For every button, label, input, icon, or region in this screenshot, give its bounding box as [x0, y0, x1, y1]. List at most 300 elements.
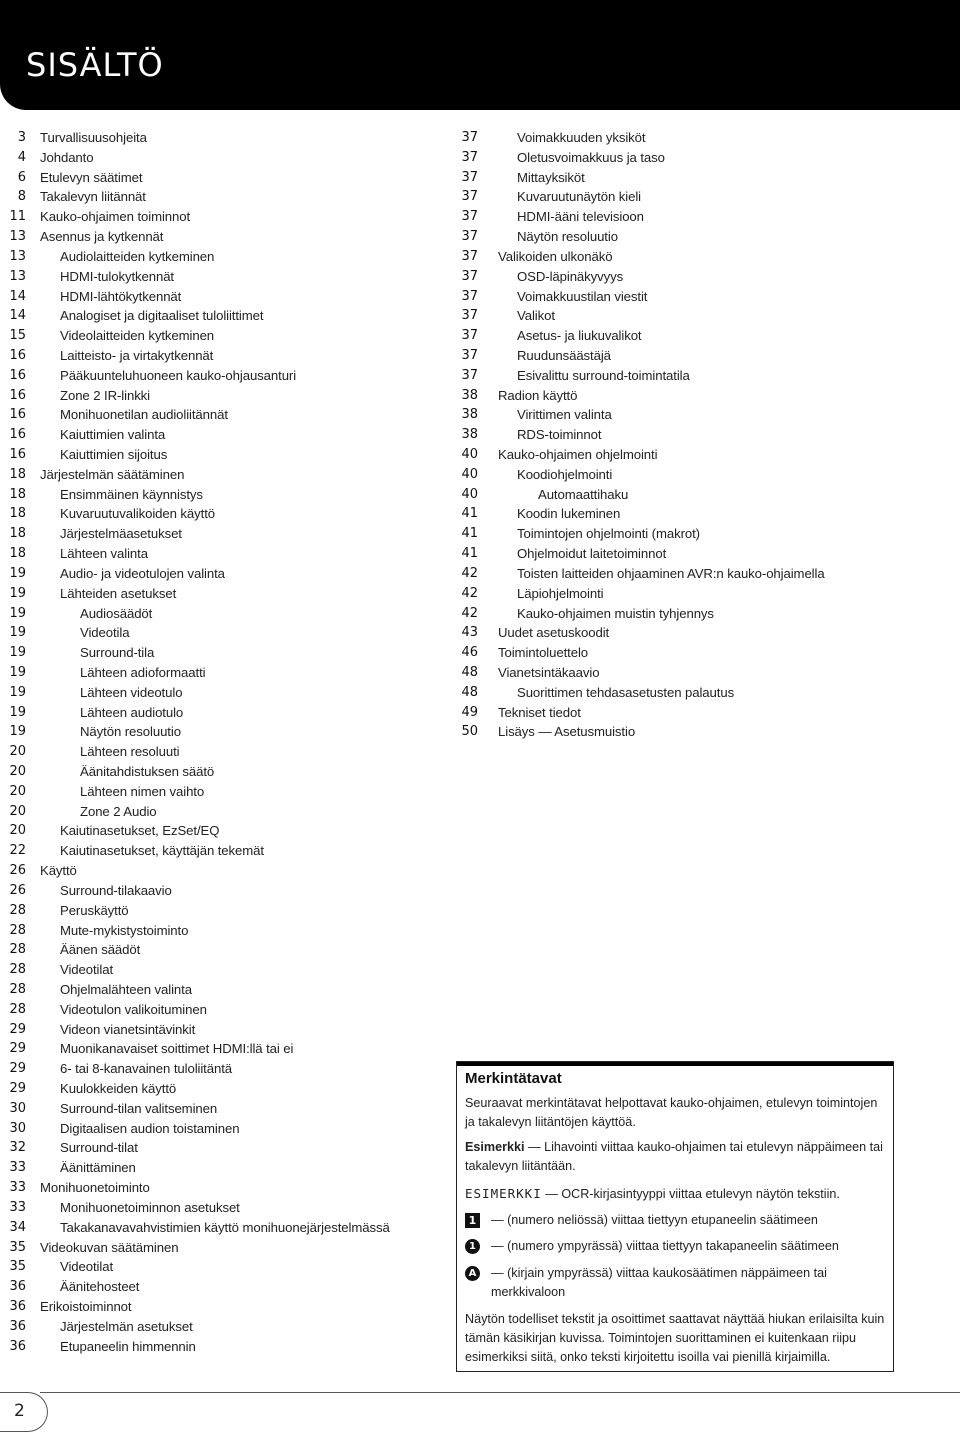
- toc-page-number: 37: [461, 308, 478, 324]
- toc-page-number: 16: [9, 447, 26, 462]
- toc-page-number: 13: [9, 229, 26, 245]
- toc-page-number: 37: [461, 288, 478, 304]
- toc-entry-title: Kaiutinasetukset, käyttäjän tekemät: [60, 843, 264, 859]
- toc-entry: [448, 267, 868, 287]
- toc-page-number: 16: [9, 347, 26, 363]
- toc-entry: [0, 465, 440, 485]
- toc-page-number: 42: [461, 565, 478, 581]
- toc-entry: [0, 1198, 440, 1218]
- toc-entry: [0, 485, 440, 505]
- bold-example-label: Esimerkki: [465, 1140, 525, 1154]
- toc-entry-title: Käyttö: [40, 863, 77, 879]
- toc-entry-title: HDMI-tulokytkennät: [60, 268, 174, 284]
- conventions-ocr-example: [465, 1184, 885, 1204]
- toc-entry-title: Turvallisuusohjeita: [40, 130, 147, 145]
- toc-page-number: 32: [9, 1140, 26, 1156]
- toc-entry-title: Monihuonetoiminto: [40, 1180, 150, 1196]
- toc-entry-title: Koodin lukeminen: [517, 506, 621, 522]
- toc-entry-title: Videotilat: [60, 1259, 114, 1275]
- toc-entry: [0, 1277, 440, 1297]
- toc-entry: [0, 960, 440, 980]
- toc-entry-title: Lähteen nimen vaihto: [80, 783, 205, 799]
- toc-entry: [448, 504, 868, 524]
- toc-entry: [0, 1218, 440, 1238]
- toc-entry-title: Kaiuttimien valinta: [60, 427, 166, 443]
- toc-entry-title: HDMI-lähtökytkennät: [60, 288, 182, 304]
- page-title: SISÄLTÖ: [26, 46, 164, 84]
- toc-entry: [0, 1158, 440, 1178]
- toc-page-number: 15: [9, 328, 26, 344]
- toc-page-number: 36: [9, 1338, 26, 1354]
- toc-entry: [448, 227, 868, 247]
- toc-page-number: 37: [461, 367, 478, 383]
- toc-page-number: 19: [9, 704, 26, 720]
- toc-page-number: 50: [461, 724, 478, 740]
- toc-page-number: 19: [9, 605, 26, 621]
- toc-entry-title: Audio- ja videotulojen valinta: [60, 565, 225, 581]
- toc-entry-title: Uudet asetuskoodit: [498, 625, 610, 641]
- toc-page-number: 3: [17, 130, 26, 145]
- toc-entry: [0, 326, 440, 346]
- circle-letter-text: — (kirjain ympyrässä) viittaa kaukosäätimen näppäimeen tai merkkivaloon: [491, 1266, 827, 1299]
- toc-page-number: 38: [461, 387, 478, 403]
- toc-entry: [448, 366, 868, 386]
- toc-entry-title: Lähteen valinta: [60, 546, 148, 562]
- toc-page-number: 18: [9, 486, 26, 502]
- toc-entry-title: Audiolaitteiden kytkeminen: [60, 248, 215, 264]
- toc-entry: [0, 405, 440, 425]
- toc-entry-title: HDMI-ääni televisioon: [517, 209, 644, 225]
- toc-entry-title: Kaiutinasetukset, EzSet/EQ: [60, 823, 220, 839]
- toc-page-number: 19: [9, 724, 26, 740]
- toc-entry: [448, 465, 868, 485]
- toc-entry: [448, 544, 868, 564]
- toc-entry: [0, 564, 440, 584]
- toc-entry-title: Läpiohjelmointi: [517, 585, 604, 601]
- toc-entry-title: Mute-mykistystoiminto: [60, 922, 189, 938]
- page-header: [0, 0, 960, 110]
- toc-entry-title: Lähteen videotulo: [80, 684, 183, 700]
- toc-page-number: 48: [461, 684, 478, 700]
- toc-entry-title: Ensimmäinen käynnistys: [60, 486, 203, 502]
- toc-page-number: 16: [9, 407, 26, 423]
- toc-page-number: 20: [9, 744, 26, 760]
- toc-page-number: 18: [9, 526, 26, 542]
- toc-page-number: 41: [461, 506, 478, 522]
- toc-entry: [448, 425, 868, 445]
- toc-entry-title: Asennus ja kytkennät: [40, 229, 164, 245]
- toc-entry-title: Äänittäminen: [60, 1160, 136, 1176]
- toc-entry-title: Radion käyttö: [498, 387, 578, 403]
- toc-entry: [448, 445, 868, 465]
- toc-entry-title: Videotilat: [60, 962, 114, 978]
- toc-entry-title: Järjestelmäasetukset: [60, 526, 182, 542]
- toc-entry-title: Esivalittu surround-toimintatila: [517, 367, 690, 383]
- toc-entry-title: Äänitehosteet: [60, 1279, 140, 1295]
- toc-page-number: 35: [9, 1239, 26, 1255]
- circle-number-icon: 1: [465, 1239, 480, 1254]
- toc-page-number: 28: [9, 981, 26, 997]
- toc-page-number: 37: [461, 328, 478, 344]
- toc-entry-title: Äänitahdistuksen säätö: [80, 764, 215, 779]
- toc-page-number: 49: [461, 704, 478, 720]
- toc-entry-title: Ruudunsäästäjä: [517, 347, 611, 363]
- toc-page-number: 20: [9, 803, 26, 819]
- toc-entry: [0, 802, 440, 822]
- toc-entry: [448, 604, 868, 624]
- toc-entry-title: Valikoiden ulkonäkö: [498, 248, 613, 264]
- toc-page-number: 28: [9, 962, 26, 978]
- toc-page-number: 29: [9, 1041, 26, 1057]
- toc-entry: [0, 722, 440, 742]
- toc-page-number: 29: [9, 1021, 26, 1037]
- toc-page-number: 30: [9, 1120, 26, 1136]
- toc-page-number: 19: [9, 585, 26, 601]
- toc-page-number: 16: [9, 367, 26, 383]
- toc-entry-title: Järjestelmän asetukset: [60, 1318, 193, 1334]
- toc-entry: [0, 623, 440, 643]
- toc-entry: [0, 366, 440, 386]
- toc-page-number: 20: [9, 823, 26, 839]
- toc-entry-title: Peruskäyttö: [60, 902, 129, 918]
- toc-entry-title: OSD-läpinäkyvyys: [517, 268, 624, 284]
- toc-page-number: 35: [9, 1259, 26, 1275]
- toc-entry: [0, 980, 440, 1000]
- page-footer: [0, 1392, 960, 1433]
- toc-page-number: 43: [461, 625, 478, 641]
- toc-entry: [0, 762, 440, 782]
- toc-entry-title: Kauko-ohjaimen toiminnot: [40, 209, 191, 225]
- toc-page-number: 37: [461, 149, 478, 165]
- toc-page-number: 37: [461, 209, 478, 225]
- toc-entry-title: Pääkuunteluhuoneen kauko-ohjausanturi: [60, 367, 297, 383]
- toc-page-number: 13: [9, 268, 26, 284]
- toc-page-number: 14: [9, 288, 26, 304]
- toc-page-number: 20: [9, 783, 26, 799]
- toc-page-number: 19: [9, 565, 26, 581]
- square-number-icon: 1: [465, 1213, 480, 1228]
- conventions-intro: Seuraavat merkintätavat helpottavat kauko-ohjaimen, etulevyn toimintojen ja takalevyn liitäntöjen käyttöä.: [465, 1096, 878, 1129]
- toc-entry-title: Analogiset ja digitaaliset tuloliittimet: [60, 308, 264, 324]
- toc-entry-title: 6- tai 8-kanavainen tuloliitäntä: [60, 1061, 233, 1077]
- toc-entry-title: Asetus- ja liukuvalikot: [517, 328, 642, 344]
- conventions-bold-example: [465, 1138, 885, 1176]
- toc-page-number: 36: [9, 1279, 26, 1295]
- toc-page-number: 18: [9, 506, 26, 522]
- toc-entry: [0, 187, 440, 207]
- toc-page-number: 28: [9, 1001, 26, 1017]
- toc-entry: [0, 287, 440, 307]
- toc-right-column: [448, 128, 868, 742]
- toc-page-number: 46: [461, 645, 478, 661]
- toc-page-number: 33: [9, 1180, 26, 1196]
- toc-entry: [448, 326, 868, 346]
- toc-page-number: 42: [461, 605, 478, 621]
- toc-entry: [0, 1297, 440, 1317]
- toc-page-number: 26: [9, 863, 26, 879]
- toc-entry-title: Erikoistoiminnot: [40, 1298, 132, 1314]
- toc-entry: [0, 584, 440, 604]
- toc-entry: [448, 148, 868, 168]
- bold-example-text: — Lihavointi viittaa kauko-ohjaimen tai etulevyn näppäimeen tai takalevyn liitäntään.: [465, 1140, 883, 1173]
- toc-page-number: 28: [9, 922, 26, 938]
- toc-entry: [0, 1000, 440, 1020]
- toc-page-number: 29: [9, 1081, 26, 1096]
- toc-entry-title: Ohjelmalähteen valinta: [60, 981, 192, 997]
- toc-entry-title: Valikot: [517, 308, 555, 324]
- toc-entry-title: Zone 2 IR-linkki: [60, 387, 151, 403]
- toc-left-column: [0, 128, 440, 1356]
- toc-entry-title: Näytön resoluutio: [517, 229, 618, 245]
- toc-page-number: 16: [9, 387, 26, 403]
- toc-entry: [0, 1099, 440, 1119]
- toc-page-number: 4: [17, 149, 26, 165]
- toc-page-number: 36: [9, 1298, 26, 1314]
- toc-entry: [0, 841, 440, 861]
- toc-page-number: 33: [9, 1199, 26, 1215]
- toc-entry: [0, 1138, 440, 1158]
- toc-entry-title: Laitteisto- ja virtakytkennät: [60, 347, 214, 363]
- toc-entry-title: Surround-tila: [80, 645, 155, 661]
- conventions-note: Näytön todelliset tekstit ja osoittimet saattavat näyttää hiukan erilaisilta kuin tämän käsikirjan kuvissa. Toimintojen suorittaminen ei kuitenkaan riipu esimerkiksi siitä, onko teksti kirjoitettu isoilla vai pienillä kirjaimilla.: [465, 1312, 885, 1364]
- toc-page-number: 34: [9, 1219, 26, 1235]
- toc-page-number: 11: [9, 209, 26, 225]
- ocr-example-word: ESIMERKKI: [465, 1186, 542, 1201]
- toc-entry-title: Videokuvan säätäminen: [40, 1239, 179, 1255]
- page-number: 2: [14, 1401, 25, 1421]
- toc-entry-title: Mittayksiköt: [517, 169, 585, 185]
- toc-entry-title: Videotulon valikoituminen: [60, 1001, 207, 1017]
- toc-entry: [0, 643, 440, 663]
- toc-entry-title: Zone 2 Audio: [80, 803, 157, 819]
- toc-entry-title: Kauko-ohjaimen muistin tyhjennys: [517, 605, 714, 621]
- toc-entry: [0, 524, 440, 544]
- toc-entry: [0, 901, 440, 921]
- toc-entry-title: Surround-tilakaavio: [60, 882, 172, 898]
- toc-entry-title: Monihuonetilan audioliitännät: [60, 407, 228, 423]
- toc-entry: [0, 742, 440, 762]
- toc-entry: [448, 207, 868, 227]
- toc-entry-title: Videolaitteiden kytkeminen: [60, 328, 215, 344]
- toc-entry-title: Etupaneelin himmennin: [60, 1338, 196, 1354]
- toc-entry: [448, 187, 868, 207]
- toc-entry: [448, 346, 868, 366]
- toc-page-number: 48: [461, 664, 478, 680]
- toc-entry-title: Virittimen valinta: [517, 407, 612, 423]
- toc-page-number: 38: [461, 407, 478, 423]
- toc-entry-title: Toisten laitteiden ohjaaminen AVR:n kauko-ohjaimella: [517, 565, 825, 581]
- toc-entry-title: Videon vianetsintävinkit: [60, 1021, 196, 1037]
- toc-page-number: 20: [9, 764, 26, 779]
- toc-entry-title: Kauko-ohjaimen ohjelmointi: [498, 447, 658, 462]
- toc-entry-title: Etulevyn säätimet: [40, 169, 143, 185]
- toc-entry: [0, 1059, 440, 1079]
- toc-page-number: 19: [9, 645, 26, 661]
- toc-entry: [448, 306, 868, 326]
- toc-entry: [0, 445, 440, 465]
- toc-entry-title: Toimintojen ohjelmointi (makrot): [517, 526, 700, 542]
- toc-entry-title: Näytön resoluutio: [80, 724, 181, 740]
- circle-letter-icon: A: [465, 1266, 480, 1281]
- toc-entry: [0, 782, 440, 802]
- toc-entry: [448, 287, 868, 307]
- toc-page-number: 14: [9, 308, 26, 324]
- toc-entry: [0, 148, 440, 168]
- toc-entry: [0, 861, 440, 881]
- toc-entry-title: Digitaalisen audion toistaminen: [60, 1120, 240, 1136]
- toc-entry: [0, 247, 440, 267]
- toc-entry: [0, 663, 440, 683]
- toc-entry: [448, 722, 868, 742]
- toc-entry: [448, 703, 868, 723]
- toc-entry: [0, 940, 440, 960]
- toc-entry: [448, 524, 868, 544]
- toc-entry-title: Tekniset tiedot: [498, 704, 581, 720]
- toc-page-number: 30: [9, 1100, 26, 1116]
- toc-page-number: 38: [461, 427, 478, 443]
- toc-entry-title: Äänen säädöt: [60, 942, 141, 958]
- toc-page-number: 19: [9, 625, 26, 641]
- toc-entry: [0, 1079, 440, 1099]
- toc-entry: [0, 346, 440, 366]
- toc-entry: [0, 207, 440, 227]
- toc-entry-title: Takalevyn liitännät: [40, 189, 146, 205]
- toc-entry-title: Järjestelmän säätäminen: [40, 466, 185, 482]
- toc-entry: [448, 584, 868, 604]
- toc-entry-title: Kaiuttimien sijoitus: [60, 447, 168, 462]
- toc-entry-title: Takakanavavahvistimien käyttö monihuonejärjestelmässä: [60, 1219, 390, 1235]
- toc-entry-title: Ohjelmoidut laitetoiminnot: [517, 546, 667, 562]
- toc-entry: [448, 405, 868, 425]
- toc-entry-title: Toimintoluettelo: [498, 645, 589, 661]
- toc-entry: [0, 1337, 440, 1357]
- toc-entry-title: Kuulokkeiden käyttö: [60, 1081, 177, 1096]
- toc-page-number: 41: [461, 526, 478, 542]
- toc-entry-title: Vianetsintäkaavio: [498, 664, 600, 680]
- toc-page-number: 8: [17, 189, 26, 205]
- toc-entry-title: Koodiohjelmointi: [517, 466, 613, 482]
- conventions-box-top-rule: [457, 1062, 893, 1066]
- toc-entry-title: Lähteen resoluuti: [80, 744, 180, 760]
- toc-entry-title: Muonikanavaiset soittimet HDMI:llä tai ei: [60, 1041, 294, 1057]
- toc-page-number: 40: [461, 466, 478, 482]
- toc-entry-title: RDS-toiminnot: [517, 427, 602, 443]
- toc-page-number: 18: [9, 466, 26, 482]
- toc-entry: [0, 1257, 440, 1277]
- toc-entry: [448, 485, 868, 505]
- toc-page-number: 33: [9, 1160, 26, 1176]
- toc-entry-title: Lähteen audiotulo: [80, 704, 184, 720]
- toc-entry-title: Audiosäädöt: [80, 605, 153, 621]
- toc-page-number: 36: [9, 1318, 26, 1334]
- toc-entry: [448, 643, 868, 663]
- toc-page-number: 16: [9, 427, 26, 443]
- toc-entry: [448, 247, 868, 267]
- toc-page-number: 42: [461, 585, 478, 601]
- toc-entry: [0, 544, 440, 564]
- toc-page-number: 40: [461, 486, 478, 502]
- toc-entry: [0, 1238, 440, 1258]
- toc-entry: [0, 821, 440, 841]
- circle-number-text: — (numero ympyrässä) viittaa tiettyyn takapaneelin säätimeen: [491, 1239, 839, 1253]
- toc-page-number: 37: [461, 347, 478, 363]
- toc-page-number: 28: [9, 902, 26, 918]
- toc-page-number: 18: [9, 546, 26, 562]
- toc-entry: [0, 128, 440, 148]
- toc-entry: [448, 168, 868, 188]
- toc-entry: [0, 425, 440, 445]
- toc-entry-title: Surround-tilan valitseminen: [60, 1100, 218, 1116]
- toc-page-number: 37: [461, 189, 478, 205]
- toc-entry: [0, 703, 440, 723]
- toc-entry-title: Lähteen adioformaatti: [80, 664, 206, 680]
- toc-entry-title: Videotila: [80, 625, 130, 641]
- conventions-box: [456, 1061, 894, 1372]
- toc-entry-title: Lähteiden asetukset: [60, 585, 177, 601]
- toc-entry: [0, 1317, 440, 1337]
- toc-entry: [0, 386, 440, 406]
- toc-page-number: 37: [461, 268, 478, 284]
- toc-entry: [448, 683, 868, 703]
- toc-entry-title: Oletusvoimakkuus ja taso: [517, 149, 665, 165]
- toc-page-number: 6: [17, 169, 26, 185]
- toc-entry: [448, 386, 868, 406]
- toc-entry: [0, 267, 440, 287]
- toc-page-number: 26: [9, 882, 26, 898]
- toc-entry-title: Surround-tilat: [60, 1140, 138, 1156]
- ocr-example-text: — OCR-kirjasintyyppi viittaa etulevyn näytön tekstiin.: [541, 1187, 840, 1201]
- toc-entry-title: Voimakkuustilan viestit: [517, 288, 648, 304]
- toc-entry: [0, 227, 440, 247]
- toc-page-number: 19: [9, 664, 26, 680]
- toc-entry: [0, 1119, 440, 1139]
- toc-entry: [448, 623, 868, 643]
- toc-page-number: 41: [461, 546, 478, 562]
- toc-entry: [0, 504, 440, 524]
- conventions-title: Merkintätavat: [465, 1070, 562, 1087]
- square-number-text: — (numero neliössä) viittaa tiettyyn etupaneelin säätimeen: [491, 1213, 818, 1227]
- toc-page-number: 37: [461, 169, 478, 185]
- toc-page-number: 37: [461, 229, 478, 245]
- toc-entry-title: Automaattihaku: [538, 486, 629, 502]
- toc-entry: [0, 1020, 440, 1040]
- toc-page-number: 22: [9, 843, 26, 859]
- toc-entry-title: Kuvaruutuvalikoiden käyttö: [60, 506, 216, 522]
- toc-entry-title: Voimakkuuden yksiköt: [517, 130, 646, 145]
- toc-page-number: 29: [9, 1061, 26, 1077]
- toc-entry-title: Monihuonetoiminnon asetukset: [60, 1199, 240, 1215]
- toc-page-number: 37: [461, 130, 478, 145]
- toc-entry: [448, 564, 868, 584]
- toc-entry: [448, 128, 868, 148]
- toc-page-number: 19: [9, 684, 26, 700]
- toc-entry-title: Lisäys — Asetusmuistio: [498, 724, 636, 740]
- toc-entry: [0, 1039, 440, 1059]
- toc-entry: [0, 921, 440, 941]
- toc-page-number: 40: [461, 447, 478, 462]
- toc-entry: [0, 168, 440, 188]
- toc-entry: [0, 881, 440, 901]
- toc-page-number: 28: [9, 942, 26, 958]
- toc-entry-title: Suorittimen tehdasasetusten palautus: [517, 684, 735, 700]
- toc-entry: [0, 306, 440, 326]
- toc-page-number: 37: [461, 248, 478, 264]
- toc-entry: [0, 683, 440, 703]
- toc-entry: [0, 1178, 440, 1198]
- toc-entry-title: Kuvaruutunäytön kieli: [517, 189, 641, 205]
- toc-page-number: 13: [9, 248, 26, 264]
- footer-rule: [40, 1392, 960, 1393]
